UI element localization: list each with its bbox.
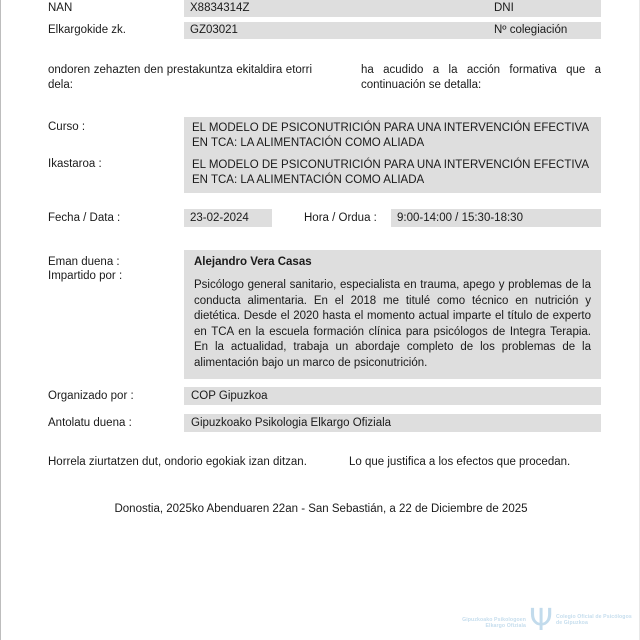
eman-duena-label: Eman duena :: [48, 256, 120, 268]
speaker-name: Alejandro Vera Casas: [194, 256, 312, 268]
psi-symbol-icon: Ψ: [529, 603, 553, 638]
closing-text-spanish: Lo que justifica a los efectos que procedan.: [349, 456, 571, 468]
num-colegiacion-label: Nº colegiación: [494, 24, 568, 36]
footer-logo-basque-text: Gipuzkoako Psikologoen Elkargo Ofiziala: [462, 617, 526, 630]
closing-text-basque: Horrela ziurtatzen dut, ondorio egokiak izan ditzan.: [48, 456, 307, 468]
antolatu-duena-value-field[interactable]: Gipuzkoako Psikologia Elkargo Ofiziala: [184, 414, 601, 432]
elkargokide-value-field[interactable]: GZ03021: [184, 22, 601, 39]
place-and-date: Donostia, 2025ko Abenduaren 22an - San Sebastián, a 22 de Diciembre de 2025: [114, 503, 528, 515]
footer-logo: [444, 600, 640, 640]
curso-title-field[interactable]: EL MODELO DE PSICONUTRICIÓN PARA UNA INTERVENCIÓN EFECTIVA EN TCA: LA ALIMENTACIÓN COMO ALIADA: [184, 117, 601, 156]
nan-label: NAN: [48, 2, 73, 14]
ikastaroa-title-field[interactable]: EL MODELO DE PSICONUTRICIÓN PARA UNA INTERVENCIÓN EFECTIVA EN TCA: LA ALIMENTACIÓN COMO ALIADA: [184, 154, 601, 193]
hora-value-field[interactable]: 9:00-14:00 / 15:30-18:30: [391, 209, 601, 227]
speaker-bio: Psicólogo general sanitario, especialista en trauma, apego y problemas de la conducta alimentaria. En el 2018 me titulé como técnico en nutrición y dietética. Desde el 2020 hasta el momento actual imparte el título de experto en TCA en la escuela formación clínica para psicólogos de Integra Terapia. En la actualidad, trabaja un abordaje completo de los problemas de la alimentación bajo un marco de psiconutrición.: [194, 279, 591, 369]
fecha-value-field[interactable]: 23-02-2024: [184, 209, 272, 227]
footer-logo-spanish-text: Colegio Oficial de Psicólogos de Gipuzkoa: [556, 614, 632, 627]
organizado-por-value-field[interactable]: COP Gipuzkoa: [184, 387, 601, 405]
nan-value-field[interactable]: X8834314Z: [184, 0, 601, 17]
ikastaroa-label: Ikastaroa :: [48, 158, 102, 170]
curso-label: Curso :: [48, 121, 86, 133]
fecha-data-label: Fecha / Data :: [48, 212, 121, 224]
intro-text-basque: ondoren zehazten den prestakuntza ekitaldira etorri dela:: [48, 64, 312, 91]
hora-ordua-label: Hora / Ordua :: [304, 212, 377, 224]
antolatu-duena-label: Antolatu duena :: [48, 417, 132, 429]
speaker-block[interactable]: [184, 250, 601, 379]
intro-text-spanish: ha acudido a la acción formativa que a continuación se detalla:: [361, 64, 601, 91]
impartido-por-label: Impartido por :: [48, 270, 123, 282]
organizado-por-label: Organizado por :: [48, 390, 134, 402]
elkargokide-label: Elkargokide zk.: [48, 24, 126, 36]
dni-label: DNI: [494, 2, 514, 14]
